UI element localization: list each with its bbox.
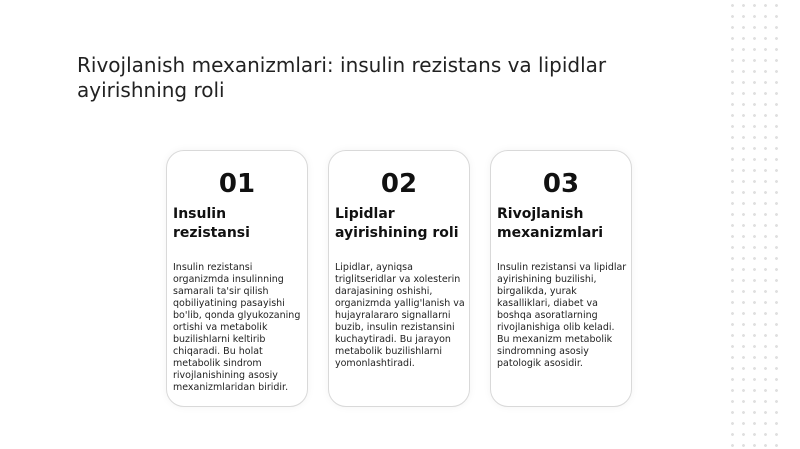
card-number: 02 bbox=[380, 169, 418, 199]
slide-title: Rivojlanish mexanizmlari: insulin rezistans va lipidlar ayirishning roli bbox=[77, 53, 607, 102]
card-heading: Rivojlanish mexanizmlari bbox=[497, 206, 604, 241]
card-insulin-resistance bbox=[166, 150, 308, 407]
card-text: Insulin rezistansi va lipidlar ayirishining buzilishi, birgalikda, yurak kasalliklari, diabet va boshqa asoratlarning rivojlanishiga olib keladi. Bu mexanizm metabolik sindromning asosiy patologik asosidir. bbox=[497, 262, 627, 369]
card-text: Insulin rezistansi organizmda insulinning samarali ta'sir qilish qobiliyatining pasayishi bo'lib, qonda glyukozaning ortishi va metabolik buzilishlarni keltirib chiqaradi. Bu holat metabolik sindrom rivojlanishining asosiy mexanizmlaridan biridir. bbox=[173, 262, 301, 393]
card-number: 01 bbox=[218, 169, 256, 199]
card-text: Lipidlar, ayniqsa triglitseridlar va xolesterin darajasining oshishi, organizmda yallig'lanish va hujayralararo signallarni buzib, insulin rezistansini kuchaytiradi. Bu jarayon metabolik buzilishlarni yomonlashtiradi. bbox=[335, 262, 465, 369]
card-heading: Lipidlar ayirishining roli bbox=[335, 206, 459, 241]
card-number: 03 bbox=[542, 169, 580, 199]
card-lipid-role bbox=[328, 150, 470, 407]
card-heading: Insulin rezistansi bbox=[173, 206, 250, 241]
card-development-mechanisms bbox=[490, 150, 632, 407]
decorative-dot-pattern bbox=[727, 0, 782, 449]
